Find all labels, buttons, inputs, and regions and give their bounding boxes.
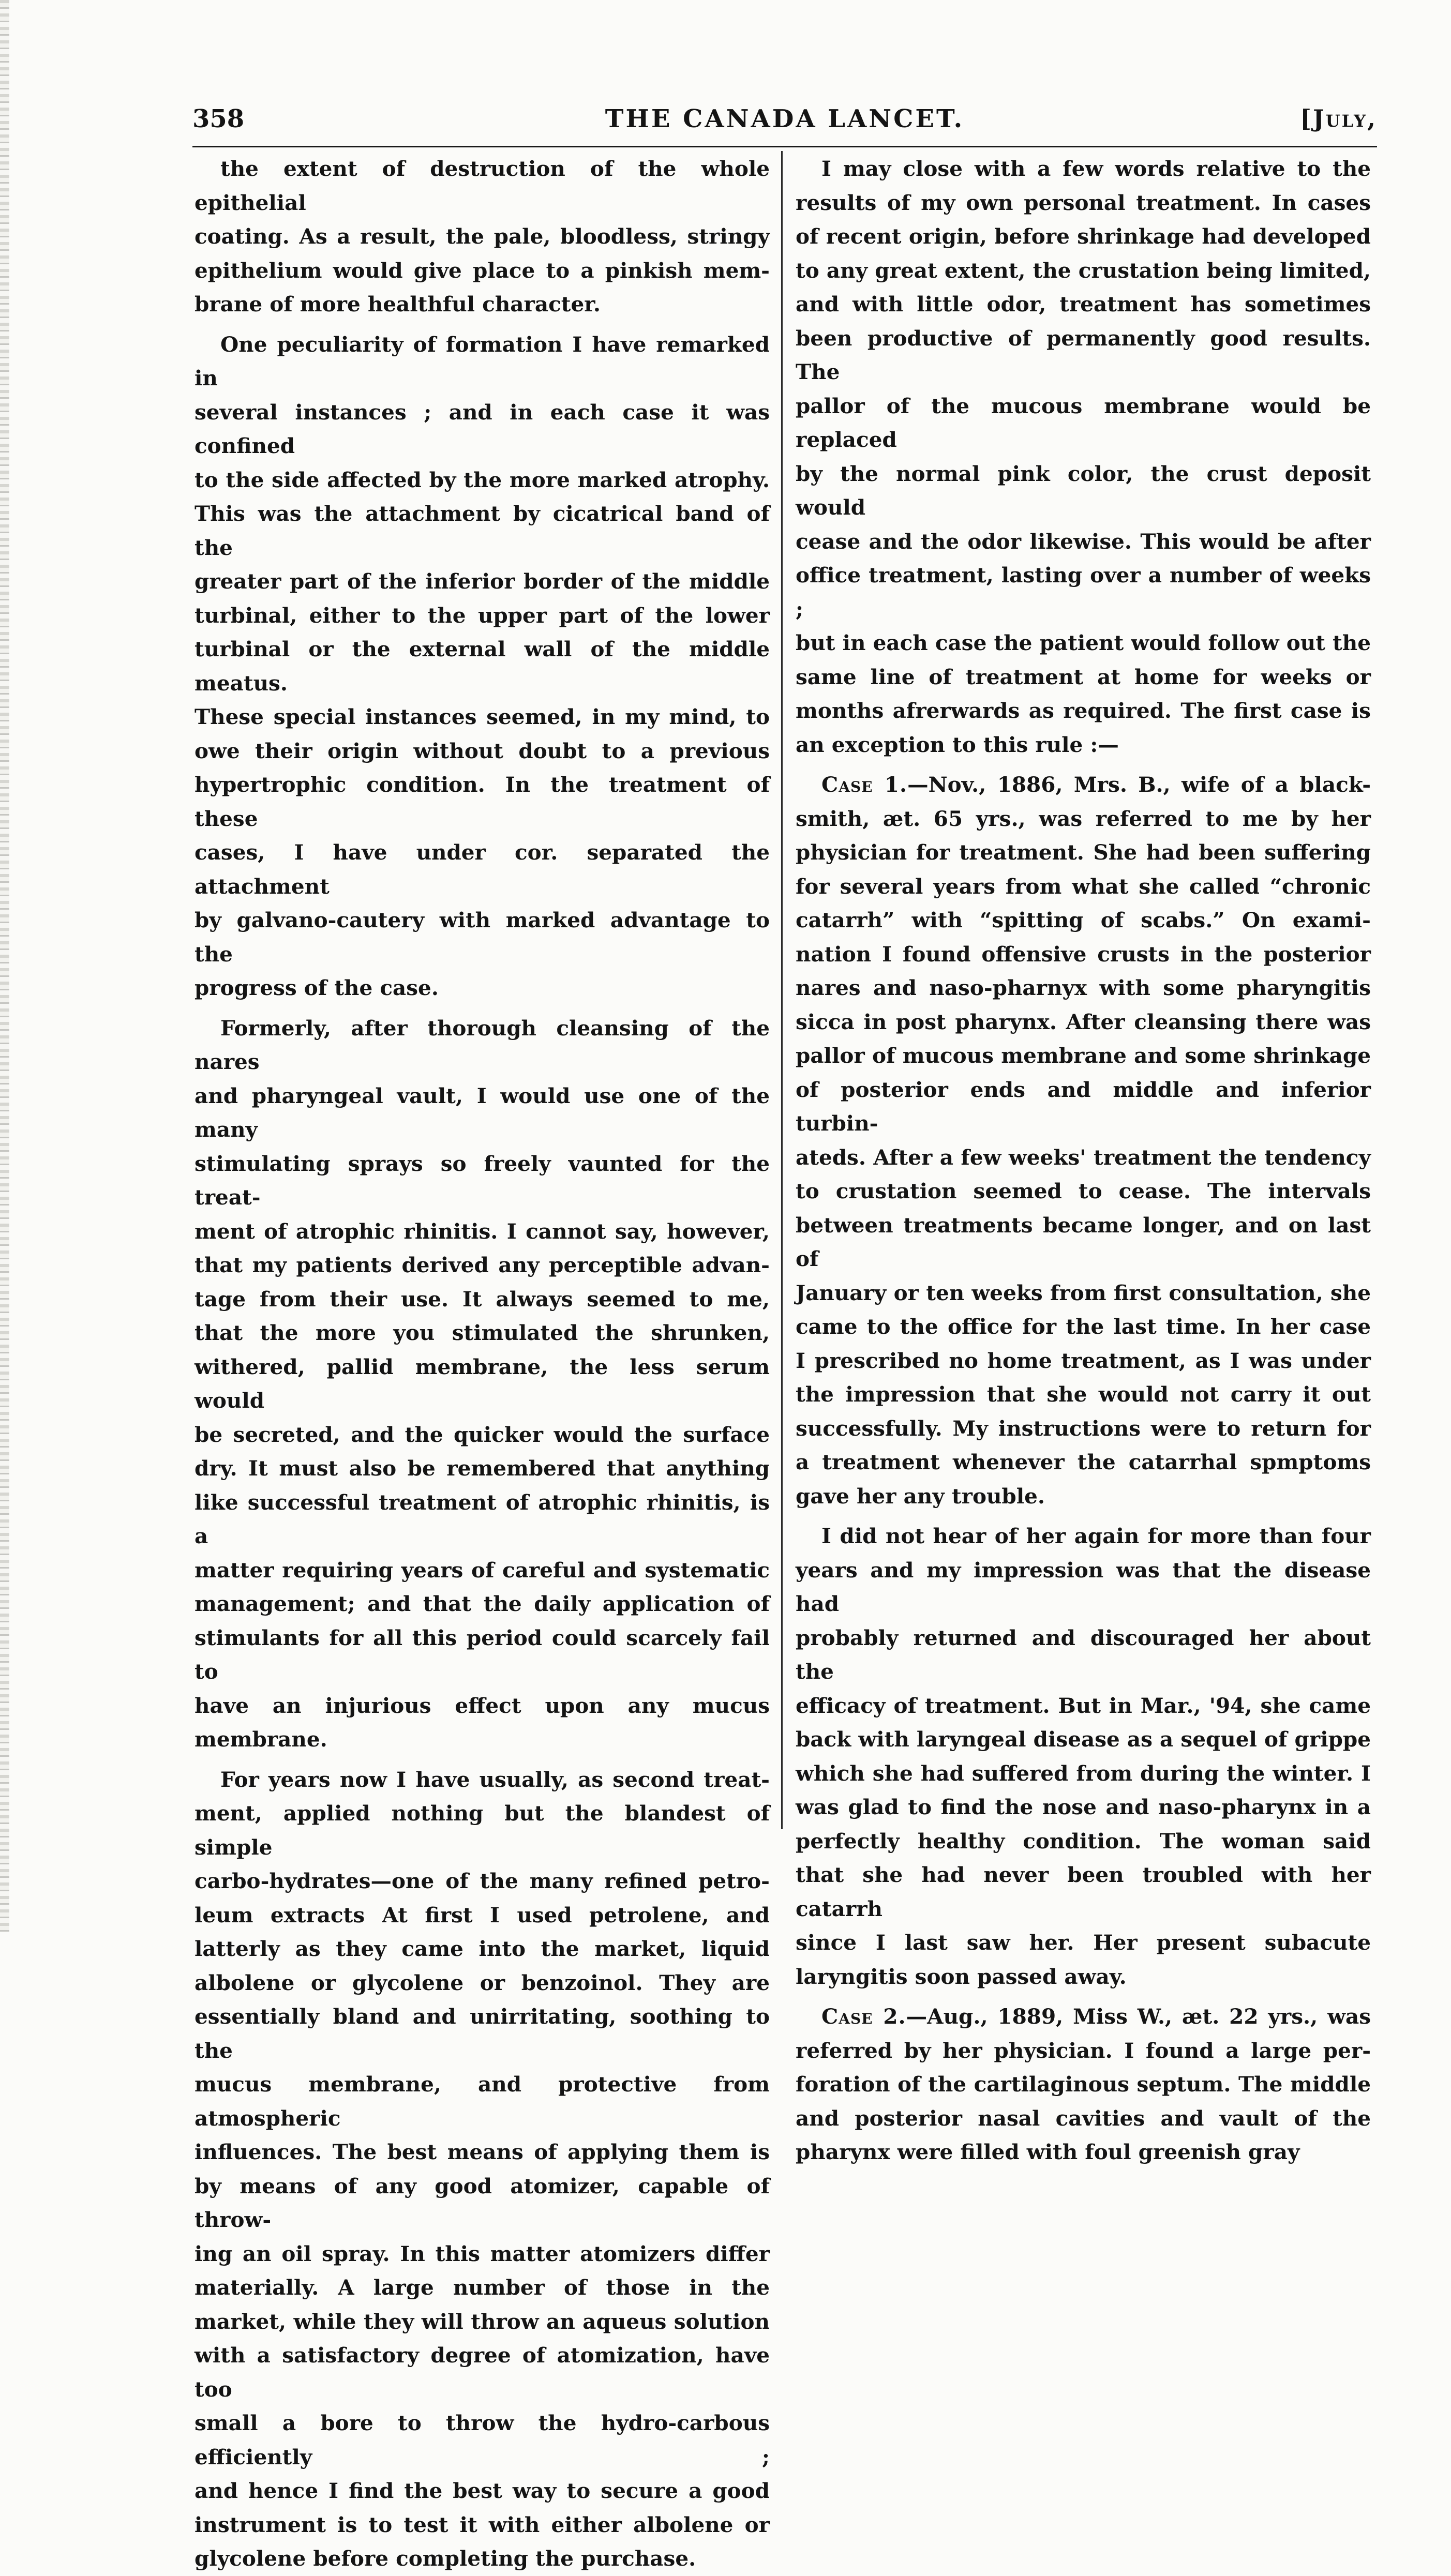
text-line [796, 389, 1371, 457]
line-text: I did not hear of her again for more than four [821, 1524, 1371, 1548]
text-line [195, 1899, 770, 1933]
case-label: Case 2. [821, 2004, 906, 2029]
line-text: materially. A large number of those in the [195, 2275, 770, 2300]
line-text: epithelium would give place to a pinkish mem- [195, 258, 770, 283]
line-text: efficacy of treatment. But in Mar., '94, she came [796, 1693, 1371, 1718]
line-text: cease and the odor likewise. This would be after [796, 529, 1371, 554]
line-text: turbinal or the external wall of the middle meatus. [195, 637, 770, 696]
text-line [796, 1039, 1371, 1073]
line-text: the extent of destruction of the whole epithelial [195, 156, 770, 215]
text-line [195, 1554, 770, 1588]
line-text: withered, pallid membrane, the less serum would [195, 1354, 770, 1413]
text-line [796, 457, 1371, 525]
line-text: gave her any trouble. [796, 1483, 1045, 1509]
header-month: [July, [1300, 104, 1377, 132]
text-line [195, 2000, 770, 2068]
text-line [195, 2406, 770, 2474]
paragraph [796, 152, 1371, 762]
line-text: January or ten weeks from first consultation, she [796, 1280, 1371, 1305]
line-text: cases, I have under cor. separated the attachment [195, 840, 770, 899]
line-text: same line of treatment at home for weeks or [796, 664, 1371, 689]
text-line [195, 220, 770, 254]
line-text: turbinal, either to the upper part of the lower [195, 602, 770, 628]
line-text: ment of atrophic rhinitis. I cannot say, however, [195, 1218, 770, 1244]
text-line [796, 1480, 1371, 1514]
line-text: hypertrophic condition. In the treatment of these [195, 772, 770, 831]
text-line [796, 2034, 1371, 2068]
text-line [796, 220, 1371, 254]
text-line [195, 1864, 770, 1899]
line-text: coating. As a result, the pale, bloodless, stringy [195, 224, 770, 249]
text-line [195, 1283, 770, 1317]
line-text: This was the attachment by cicatrical band of the [195, 501, 770, 560]
line-text: Formerly, after thorough cleansing of the nares [195, 1015, 770, 1074]
text-line [796, 152, 1371, 186]
text-line [796, 1174, 1371, 1209]
line-text: stimulants for all this period could scarcely fail to [195, 1625, 770, 1684]
text-line [195, 1797, 770, 1864]
text-line [796, 2102, 1371, 2136]
line-text: of posterior ends and middle and inferior turbin- [796, 1077, 1371, 1136]
text-line [796, 728, 1371, 762]
text-line [195, 1966, 770, 2000]
text-line [195, 836, 770, 903]
line-text: months afrerwards as required. The first case is [796, 698, 1371, 723]
text-line [796, 1621, 1371, 1689]
line-text: an exception to this rule :— [796, 732, 1119, 757]
text-line [796, 559, 1371, 626]
line-text: nation I found offensive crusts in the posterior [796, 941, 1371, 967]
text-line [195, 288, 770, 322]
paragraph [796, 768, 1371, 1513]
line-text: been productive of permanently good results. The [796, 325, 1371, 384]
line-text: like successful treatment of atrophic rhinitis, is a [195, 1489, 770, 1548]
text-line [195, 2135, 770, 2170]
line-text: and pharyngeal vault, I would use one of the many [195, 1083, 770, 1142]
line-text: I may close with a few words relative to the [821, 156, 1371, 181]
text-line [195, 1932, 770, 1966]
line-text: was glad to find the nose and naso-pharynx in a [796, 1795, 1371, 1819]
line-text: years and my impression was that the disease had [796, 1557, 1371, 1616]
line-text: perfectly healthy condition. The woman said [796, 1828, 1371, 1854]
case-label: Case 1. [821, 772, 908, 797]
text-line [796, 1858, 1371, 1926]
line-text: brane of more healthful character. [195, 292, 601, 317]
line-text: pharynx were filled with foul greenish gray [796, 2140, 1300, 2164]
text-line [195, 497, 770, 565]
line-text: physician for treatment. She had been suffering [796, 840, 1371, 865]
text-line [195, 1763, 770, 1797]
text-line [195, 1689, 770, 1757]
line-text: ment, applied nothing but the blandest of simple [195, 1801, 770, 1860]
line-text: results of my own personal treatment. In cases [796, 190, 1371, 215]
line-text: by the normal pink color, the crust deposit would [796, 461, 1371, 520]
text-line [796, 186, 1371, 220]
text-line [796, 2135, 1371, 2170]
text-line [796, 660, 1371, 695]
text-line [796, 1926, 1371, 1960]
text-line [195, 463, 770, 498]
text-line [796, 1005, 1371, 1040]
text-line [796, 1344, 1371, 1378]
line-text: catarrh” with “spitting of scabs.” On exami- [796, 908, 1371, 932]
line-text: glycolene before completing the purchase. [195, 2546, 696, 2571]
running-header [192, 101, 1377, 143]
text-line [796, 288, 1371, 322]
text-line [796, 802, 1371, 836]
text-line [195, 1587, 770, 1621]
line-text: I prescribed no home treatment, as I was under [796, 1348, 1371, 1373]
text-line [796, 1519, 1371, 1554]
text-line [195, 1621, 770, 1689]
line-text: tage from their use. It always seemed to me, [195, 1286, 770, 1312]
line-text: small a bore to throw the hydro-carbous efficiently ; [195, 2411, 770, 2469]
line-text: successfully. My instructions were to return for [796, 1415, 1371, 1441]
text-line [195, 768, 770, 836]
line-text: have an injurious effect upon any mucus membrane. [195, 1693, 770, 1752]
line-text: which she had suffered from during the winter. I [796, 1760, 1371, 1786]
right-column [796, 152, 1371, 2170]
line-text: laryngitis soon passed away. [796, 1964, 1127, 1989]
line-text: to crustation seemed to cease. The intervals [796, 1179, 1371, 1203]
text-line [796, 1689, 1371, 1723]
line-text: matter requiring years of careful and systematic [195, 1557, 770, 1583]
line-text: One peculiarity of formation I have remarked in [195, 332, 770, 390]
text-line [796, 694, 1371, 728]
line-text: pallor of mucous membrane and some shrinkage [796, 1043, 1371, 1068]
text-line [195, 734, 770, 769]
line-text: latterly as they came into the market, liquid [195, 1936, 770, 1961]
line-text: stimulating sprays so freely vaunted for the treat- [195, 1151, 770, 1210]
line-text: ateds. After a few weeks' treatment the tendency [796, 1144, 1371, 1170]
line-text: foration of the cartilaginous septum. The middle [796, 2072, 1371, 2097]
line-text: and posterior nasal cavities and vault of the [796, 2105, 1371, 2131]
line-text: —Nov., 1886, Mrs. B., wife of a black- [907, 772, 1371, 797]
line-text: leum extracts At first I used petrolene, and [195, 1902, 770, 1927]
line-text: office treatment, lasting over a number of weeks ; [796, 563, 1371, 622]
line-text: that my patients derived any perceptible advan- [195, 1253, 770, 1277]
text-line [796, 1960, 1371, 1994]
line-text: between treatments became longer, and on last of [796, 1212, 1371, 1271]
text-line [796, 1790, 1371, 1825]
line-text: for several years from what she called “chronic [796, 873, 1371, 899]
text-line [195, 2339, 770, 2406]
line-text: smith, æt. 65 yrs., was referred to me by her [796, 806, 1371, 831]
line-text: and with little odor, treatment has sometimes [796, 292, 1371, 317]
line-text: For years now I have usually, as second treat- [220, 1767, 770, 1792]
text-line [796, 322, 1371, 389]
line-text: pallor of the mucous membrane would be replaced [796, 393, 1371, 452]
text-line [195, 2305, 770, 2339]
text-line [195, 1316, 770, 1350]
line-text: of recent origin, before shrinkage had developed [796, 224, 1371, 249]
line-text: greater part of the inferior border of the middle [195, 569, 770, 594]
line-text: several instances ; and in each case it was confined [195, 399, 770, 458]
column-divider [781, 151, 783, 1829]
line-text: be secreted, and the quicker would the surface [195, 1422, 770, 1447]
line-text: that she had never been troubled with her catarrh [796, 1862, 1371, 1921]
text-line [195, 599, 770, 633]
journal-title: THE CANADA LANCET. [605, 104, 965, 133]
paragraph [195, 152, 770, 322]
text-line [796, 1310, 1371, 1344]
text-line [796, 1073, 1371, 1141]
text-line [195, 254, 770, 288]
line-text: mucus membrane, and protective from atmospheric [195, 2072, 770, 2131]
line-text: by means of any good atomizer, capable of throw- [195, 2173, 770, 2232]
line-text: market, while they will throw an aqueus solution [195, 2309, 770, 2334]
text-line [195, 565, 770, 599]
text-line [796, 2000, 1371, 2034]
line-text: owe their origin without doubt to a previous [195, 738, 770, 763]
text-line [796, 1276, 1371, 1310]
text-line [195, 2542, 770, 2576]
line-text: progress of the case. [195, 975, 439, 1000]
text-line [195, 2068, 770, 2135]
text-line [195, 2237, 770, 2271]
line-text: back with laryngeal disease as a sequel of grippe [796, 1727, 1371, 1752]
line-text: carbo-hydrates—one of the many refined petro- [195, 1869, 770, 1893]
text-line [195, 1079, 770, 1147]
text-line [796, 626, 1371, 660]
text-line [195, 1012, 770, 1079]
text-line [195, 2170, 770, 2237]
line-text: by galvano-cautery with marked advantage to the [195, 908, 770, 967]
line-text: the impression that she would not carry it out [796, 1382, 1371, 1407]
line-text: These special instances seemed, in my mind, to [195, 704, 770, 729]
paragraph [796, 1519, 1371, 1994]
paragraph [796, 2000, 1371, 2170]
text-line [796, 768, 1371, 802]
paragraph [195, 328, 770, 1005]
text-line [796, 525, 1371, 559]
scanned-page-edge [0, 0, 9, 1932]
text-line [796, 1445, 1371, 1480]
line-text: since I last saw her. Her present subacute [796, 1930, 1371, 1955]
line-text: to any great extent, the crustation being limited, [796, 258, 1371, 283]
header-rule [192, 146, 1377, 147]
text-line [796, 1209, 1371, 1276]
text-line [195, 2474, 770, 2508]
text-line [796, 1554, 1371, 1621]
text-line [796, 254, 1371, 288]
line-text: probably returned and discouraged her about the [796, 1625, 1371, 1684]
text-line [796, 1412, 1371, 1446]
line-text: essentially bland and unirritating, soothing to the [195, 2004, 770, 2063]
text-line [195, 700, 770, 734]
text-line [195, 152, 770, 220]
text-line [195, 2271, 770, 2305]
line-text: —Aug., 1889, Miss W., æt. 22 yrs., was [906, 2004, 1371, 2029]
text-line [796, 1723, 1371, 1757]
text-line [796, 870, 1371, 904]
text-line [796, 1757, 1371, 1791]
left-column [195, 152, 770, 2576]
line-text: referred by her physician. I found a large per- [796, 2038, 1371, 2063]
line-text: to the side affected by the more marked atrophy. [195, 467, 770, 492]
text-line [195, 396, 770, 463]
line-text: influences. The best means of applying them is [195, 2140, 770, 2164]
text-line [195, 1215, 770, 1249]
line-text: came to the office for the last time. In her case [796, 1314, 1371, 1339]
paragraph [195, 1012, 770, 1757]
line-text: that the more you stimulated the shrunken, [195, 1320, 770, 1345]
line-text: a treatment whenever the catarrhal spmptoms [796, 1450, 1371, 1474]
text-line [796, 1825, 1371, 1859]
line-text: sicca in post pharynx. After cleansing there was [796, 1009, 1371, 1034]
line-text: ing an oil spray. In this matter atomizers differ [195, 2241, 770, 2266]
text-line [796, 836, 1371, 870]
text-line [195, 1486, 770, 1554]
text-line [195, 328, 770, 396]
text-line [796, 2068, 1371, 2102]
text-line [796, 938, 1371, 972]
text-line [195, 2508, 770, 2542]
text-line [195, 1248, 770, 1283]
text-line [796, 1141, 1371, 1175]
line-text: nares and naso-pharnyx with some pharyngitis [796, 975, 1371, 1000]
text-line [195, 1350, 770, 1418]
text-line [195, 903, 770, 971]
text-line [796, 971, 1371, 1005]
paragraph [195, 1763, 770, 2576]
line-text: albolene or glycolene or benzoinol. They are [195, 1970, 770, 1995]
text-line [195, 1452, 770, 1486]
text-line [195, 632, 770, 700]
line-text: with a satisfactory degree of atomization, have too [195, 2343, 770, 2402]
line-text: dry. It must also be remembered that anything [195, 1456, 770, 1481]
line-text: instrument is to test it with either albolene or [195, 2512, 770, 2537]
line-text: but in each case the patient would follow out the [796, 630, 1371, 655]
text-line [796, 1378, 1371, 1412]
text-line [195, 971, 770, 1005]
text-line [195, 1418, 770, 1452]
text-line [195, 1147, 770, 1215]
line-text: and hence I find the best way to secure a good [195, 2478, 770, 2503]
page-number: 358 [192, 104, 245, 133]
line-text: management; and that the daily application of [195, 1591, 770, 1616]
text-line [796, 903, 1371, 938]
